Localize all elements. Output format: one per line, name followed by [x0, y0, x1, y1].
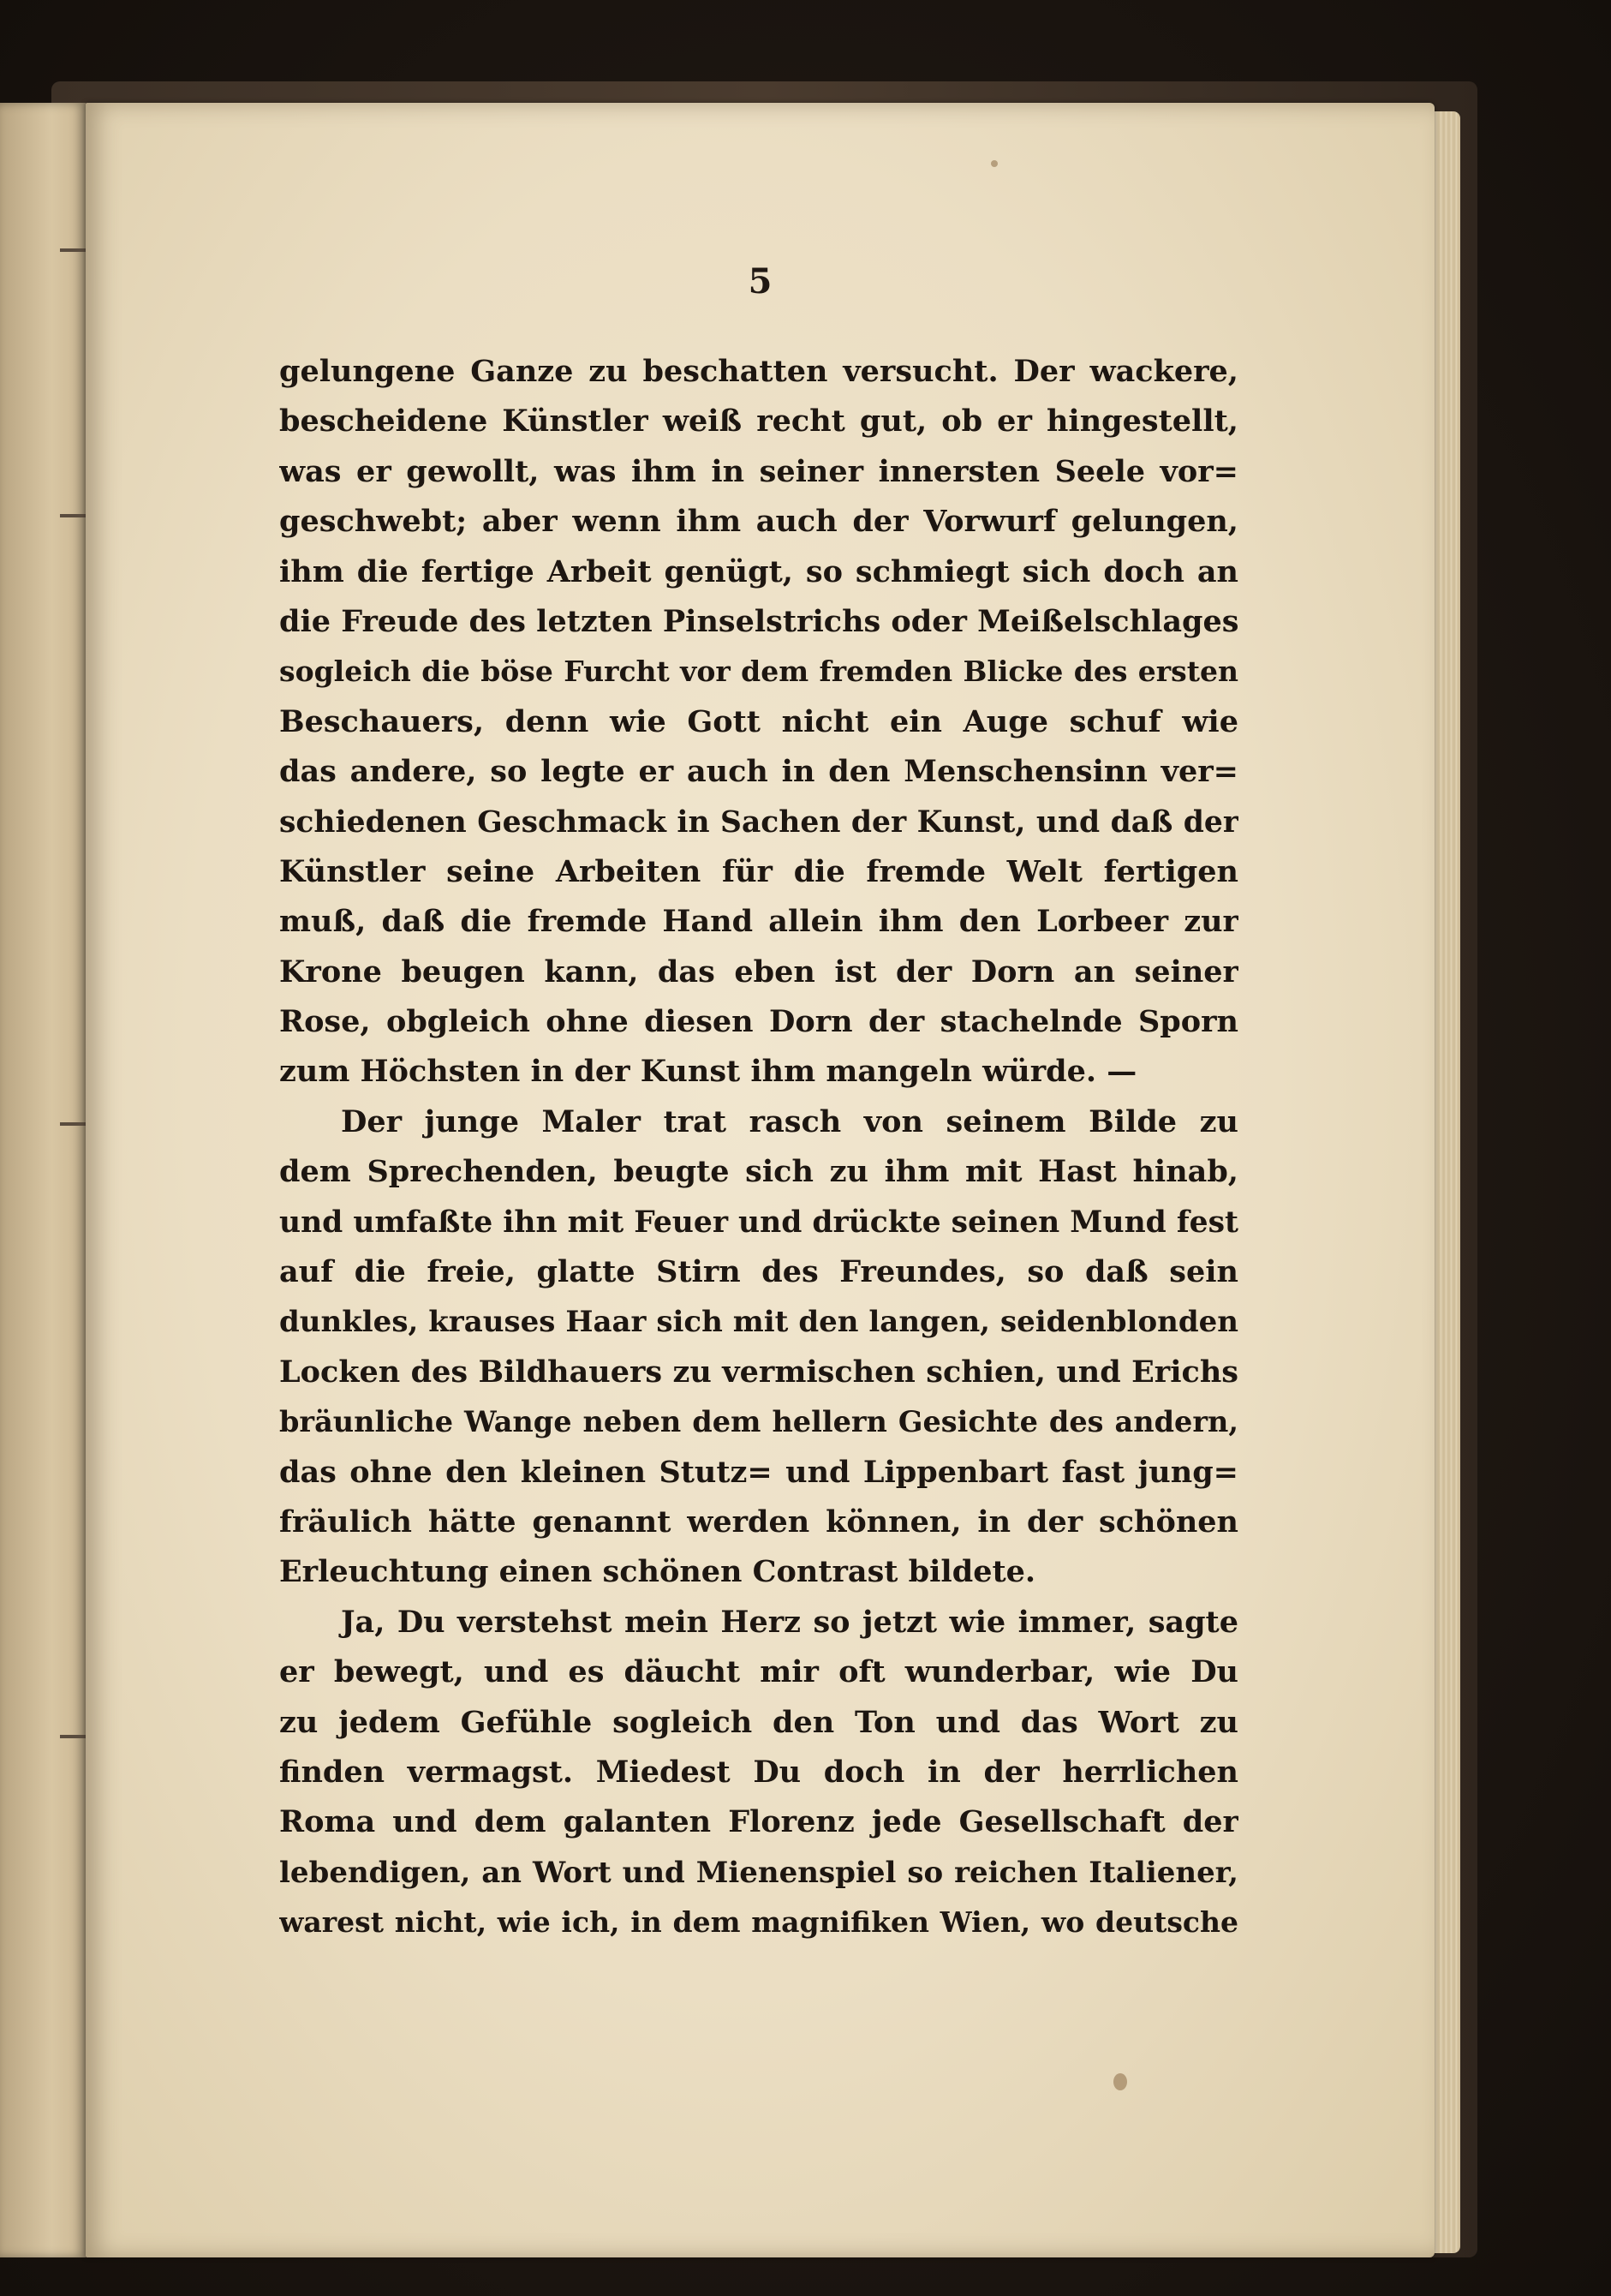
body-text	[279, 347, 1238, 1948]
text-line: schiedenen Geschmack in Sachen der Kunst, und daß der	[279, 804, 1238, 840]
text-line: gelungene Ganze zu beschatten versucht. Der wackere,	[279, 354, 1238, 389]
text-line: ihm die fertige Arbeit genügt, so schmiegt sich doch an	[279, 553, 1238, 589]
text-line: Erleuchtung einen schönen Contrast bildete.	[279, 1554, 1036, 1590]
text-line: zum Höchsten in der Kunst ihm mangeln würde. —	[279, 1054, 1137, 1090]
text-line: finden vermagst. Miedest Du doch in der herrlichen	[279, 1754, 1238, 1790]
text-line: Ja, Du verstehst mein Herz so jetzt wie immer, sagte	[341, 1604, 1238, 1640]
text-line: bräunliche Wange neben dem hellern Gesichte des andern,	[279, 1405, 1238, 1439]
text-line: auf die freie, glatte Stirn des Freundes, so daß sein	[279, 1254, 1238, 1290]
text-line: Beschauers, denn wie Gott nicht ein Auge schuf wie	[279, 703, 1238, 739]
foxing-spot	[991, 160, 998, 167]
text-line: das andere, so legte er auch in den Menschensinn ver=	[279, 754, 1238, 790]
text-line: Der junge Maler trat rasch von seinem Bilde zu	[341, 1103, 1238, 1139]
page-number: 5	[748, 261, 773, 302]
text-line: warest nicht, wie ich, in dem magnifiken Wien, wo deutsche	[279, 1905, 1238, 1940]
text-line: dem Sprechenden, beugte sich zu ihm mit Hast hinab,	[279, 1154, 1238, 1190]
text-line: was er gewollt, was ihm in seiner innersten Seele vor=	[279, 453, 1238, 489]
text-line: bescheidene Künstler weiß recht gut, ob er hingestellt,	[279, 404, 1238, 439]
text-line: er bewegt, und es däucht mir oft wunderbar, wie Du	[279, 1654, 1238, 1690]
text-line: Rose, obgleich ohne diesen Dorn der stachelnde Sporn	[279, 1004, 1238, 1040]
text-line: die Freude des letzten Pinselstrichs oder Meißelschlages	[279, 603, 1238, 639]
text-line: Krone beugen kann, das eben ist der Dorn an seiner	[279, 954, 1238, 990]
foxing-spot	[1113, 2073, 1127, 2090]
text-line: Künstler seine Arbeiten für die fremde Welt fertigen	[279, 853, 1238, 889]
text-line: muß, daß die fremde Hand allein ihm den Lorbeer zur	[279, 904, 1238, 940]
text-line: geschwebt; aber wenn ihm auch der Vorwurf gelungen,	[279, 504, 1238, 540]
text-line: fräulich hätte genannt werden können, in der schönen	[279, 1504, 1238, 1540]
left-page-edge	[0, 103, 86, 2257]
text-line: und umfaßte ihn mit Feuer und drückte seinen Mund fest	[279, 1205, 1238, 1240]
text-line: lebendigen, an Wort und Mienenspiel so reichen Italiener,	[279, 1855, 1238, 1890]
text-line: zu jedem Gefühle sogleich den Ton und das Wort zu	[279, 1704, 1238, 1740]
text-line: Roma und dem galanten Florenz jede Gesellschaft der	[279, 1804, 1238, 1840]
text-line: das ohne den kleinen Stutz= und Lippenbart fast jung=	[279, 1454, 1238, 1490]
text-line: sogleich die böse Furcht vor dem fremden Blicke des ersten	[279, 655, 1238, 689]
text-line: dunkles, krauses Haar sich mit den langen, seidenblonden	[279, 1305, 1238, 1340]
text-line: Locken des Bildhauers zu vermischen schien, und Erichs	[279, 1354, 1238, 1390]
